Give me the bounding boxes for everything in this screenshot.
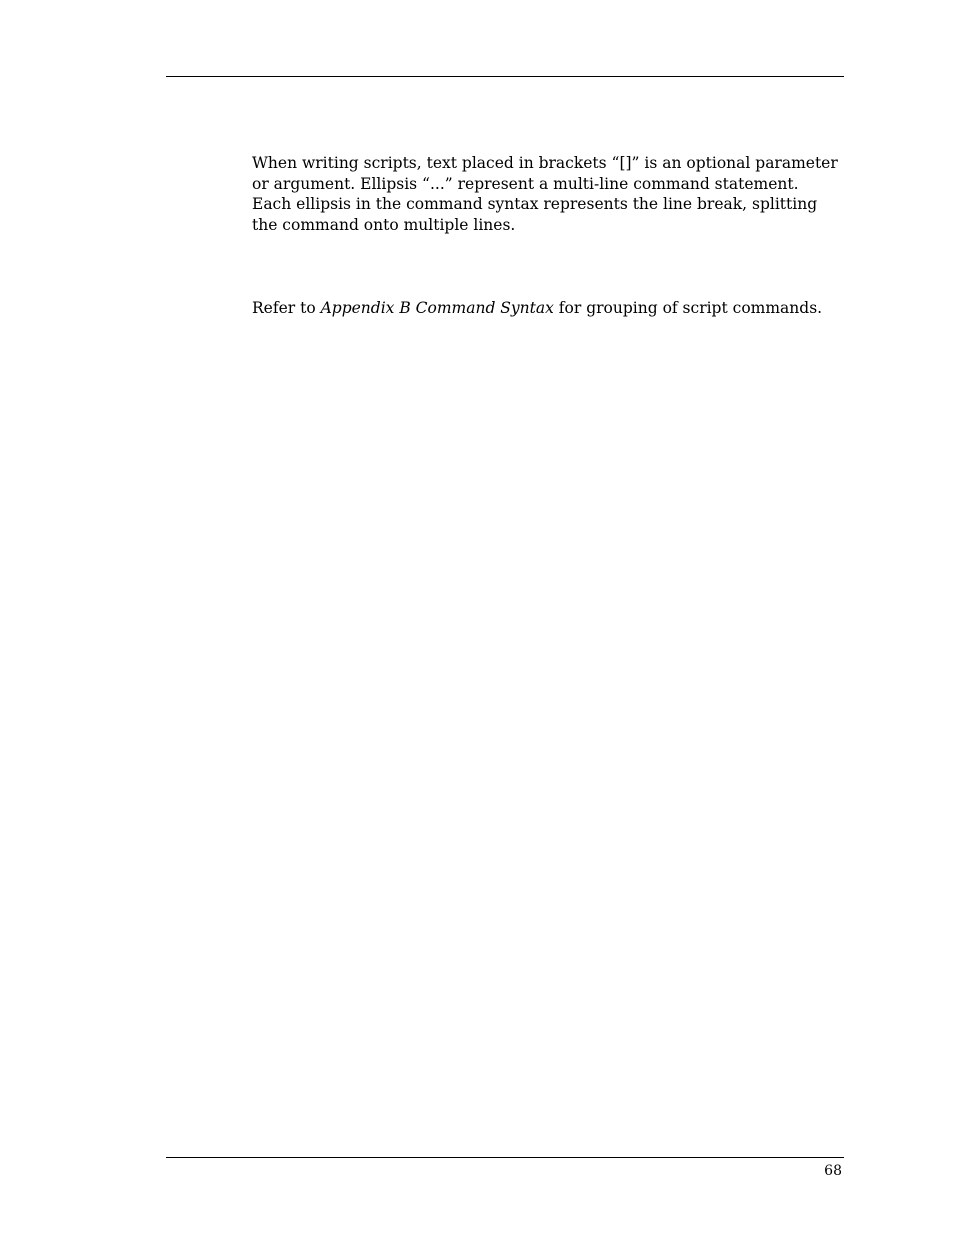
paragraph-line: the command onto multiple lines. [252, 215, 516, 234]
syntax-conventions-paragraph [252, 153, 844, 235]
appendix-reference-paragraph [252, 298, 844, 319]
reference-suffix: for grouping of script commands. [553, 299, 823, 317]
footer-rule [166, 1157, 844, 1158]
header-rule [166, 76, 844, 77]
paragraph-line: Each ellipsis in the command syntax represents the line break, splitting [252, 195, 818, 213]
paragraph-line [252, 298, 844, 319]
paragraph-line: or argument. Ellipsis “...” represent a multi-line command statement. [252, 174, 799, 193]
appendix-reference: Appendix B Command Syntax [320, 299, 554, 317]
paragraph-line: When writing scripts, text placed in brackets “[]” is an optional parameter [252, 154, 838, 172]
page-number: 68 [824, 1163, 842, 1179]
reference-prefix: Refer to [252, 299, 321, 317]
